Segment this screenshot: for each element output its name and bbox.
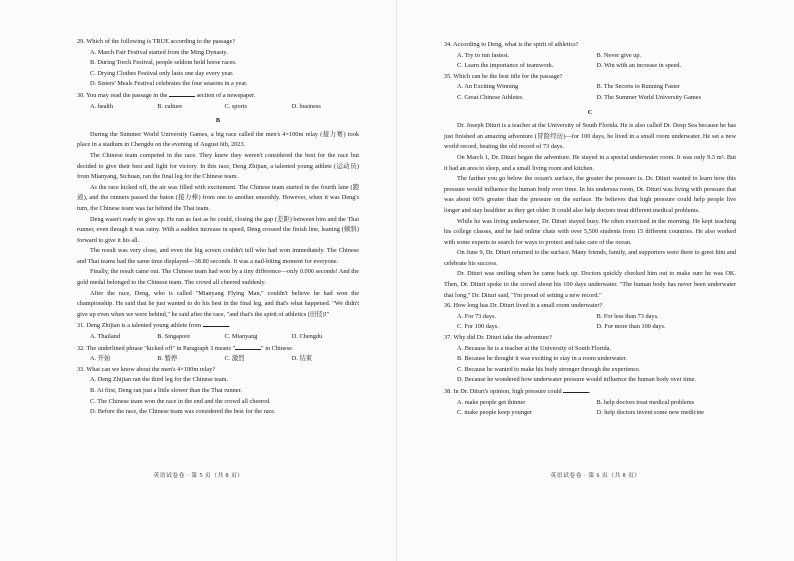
page-footer: 英语试卷卷 · 第 6 页（共 8 页）	[550, 473, 641, 479]
option[interactable]: D. The Summer World University Games	[596, 93, 702, 101]
answer-blank[interactable]	[235, 343, 261, 350]
question-38-options	[444, 398, 736, 409]
answer-blank[interactable]	[169, 90, 195, 97]
answer-blank[interactable]	[203, 320, 229, 327]
passage-b-paragraph: During the Summer World University Games, a big race called the men's 4×100m relay (接力赛) took place in a stadium in Chengdu on the evening of August 6th, 2023.	[77, 130, 359, 149]
question-37-stem: 37. Why did Dr. Dituri take the adventure?	[444, 334, 552, 342]
passage-b-paragraph: As the race kicked off, the air was filled with excitement. The Chinese team started in the fourth lane (跑道), and the runners passed the baton (接力棒) from one to another smoothly. However, when it was Deng's turn, the Chinese team was far behind the Thai team.	[77, 183, 359, 212]
right-column	[444, 40, 736, 419]
passage-c-paragraph: The farther you go below the ocean's surface, the greater the pressure is. Dr. Dituri wanted to learn how this pressure would influence the human body over time. In his undersea room, Dr. Dituri was living with pressure that was about 66% greater than the pressure on the surface. He believes that high pressure could help people live longer and stay healthier as they get older. It could also help doctors treat different medical problems.	[444, 175, 736, 214]
option[interactable]: D. 结束	[291, 355, 313, 363]
option[interactable]: B. help doctors treat medical problems	[596, 398, 695, 406]
question-36-options	[444, 312, 736, 323]
option[interactable]: B. The Secrets to Running Faster	[596, 83, 680, 91]
passage-b-paragraph: Finally, the result came out. The Chinese team had won by a tiny difference—only 0.006 seconds! And the gold medal belonged to the Chinese team. The crowd all cheered suddenly.	[77, 268, 359, 287]
question-33-stem: 33. What can we know about the men's 4×100m relay?	[77, 365, 216, 373]
question-36-options	[444, 322, 736, 333]
option[interactable]: C. Great Chinese Athletes	[457, 93, 523, 101]
question-32-options	[77, 354, 359, 365]
option[interactable]: A. make people get thinner	[457, 398, 526, 406]
option[interactable]: A. For 73 days.	[457, 312, 497, 320]
option[interactable]: D. Before the race, the Chinese team was considered the best for the race.	[90, 408, 276, 416]
option[interactable]: D. Win with an increase in speed.	[596, 62, 682, 70]
question-34-stem: 34. According to Deng, what is the spirit of athletics?	[444, 41, 579, 48]
question-29-stem: 29. Which of the following is TRUE according to the passage?	[77, 38, 236, 45]
option[interactable]: A. Deng Zhijian ran the third leg for the Chinese team.	[90, 376, 229, 384]
option[interactable]: B. At first, Deng ran just a little slower than the Thai runner.	[90, 387, 242, 394]
option[interactable]: B. Because he thought it was exciting to stay in a room underwater.	[457, 355, 627, 363]
option[interactable]: B. During Torch Festival, people seldom hold horse races.	[90, 59, 237, 67]
option[interactable]: A. Thailand	[90, 333, 120, 341]
question-37-options	[444, 344, 736, 386]
option[interactable]: D. For more than 100 days.	[596, 323, 666, 331]
question-36-stem: 36. How long has Dr. Dituri lived in a small room underwater?	[444, 302, 603, 310]
option[interactable]: D. business	[291, 102, 321, 110]
question-30-stem: 30. You may read the passage in the section of a newspaper.	[77, 91, 256, 99]
question-38-options	[444, 408, 736, 419]
answer-blank[interactable]	[563, 386, 589, 393]
option[interactable]: C. For 100 days.	[457, 323, 499, 331]
option[interactable]: A. March Fair Festival started from the Ming Dynasty.	[90, 48, 228, 56]
passage-c-paragraph: While he was living underwater, Dr. Dituri stayed busy. He often exercised in the morning. He kept teaching his college classes, and he had online chats with over 5,500 students from 15 different countries. He also worked with some experts to search for ways to protect and take care of the ocean.	[444, 217, 736, 246]
left-column	[77, 37, 359, 418]
passage-c-paragraph: On March 1, Dr. Dituri began the adventure. He stayed in a special underwater room. It was only 9.3 m². But it had an area to sleep, and a small living room and kitchen.	[444, 153, 736, 172]
option[interactable]: D. help doctors invent some new medicine	[596, 409, 705, 417]
question-31-stem: 31. Deng Zhijian is a talented young athlete from .	[77, 322, 231, 330]
option[interactable]: C. Because he wanted to make his body stronger through the experience.	[457, 365, 641, 373]
passage-b-paragraph: After the race, Deng, who is called "Mianyang Flying Man," couldn't believe he had won the championship. He said that he just wanted to do his best in the final leg, and that's what happened. "We didn't give up even when we were behind," he said after the race, "and that's the spirit of athletics (田径)!"	[77, 289, 359, 318]
option[interactable]: C. make people keep younger	[457, 409, 533, 417]
option[interactable]: A. Because he is a teacher at the University of South Florida.	[457, 344, 612, 352]
option[interactable]: C. Drying Clothes Festival only lasts one day every year.	[90, 69, 234, 77]
question-38-stem: 38. In Dr. Dituri's opinion, high pressure could .	[444, 388, 591, 395]
option[interactable]: B. culture	[157, 102, 183, 110]
question-34-options	[444, 61, 736, 72]
question-30-options	[77, 102, 359, 113]
option[interactable]: D. Sisters' Meals Festival celebrates the four seasons in a year.	[90, 80, 248, 88]
option[interactable]: C. Learn the importance of teamwork.	[457, 62, 554, 70]
question-29-options	[77, 48, 359, 90]
option[interactable]: B. Never give up.	[596, 51, 642, 59]
question-31-options	[77, 332, 359, 343]
option[interactable]: A. An Exciting Winning	[457, 83, 519, 91]
option[interactable]: C. sports	[224, 102, 247, 110]
option[interactable]: B. Singapore	[157, 333, 191, 341]
question-32-stem: 32. The underlined phrase "kicked off" in Paragraph 3 means " " in Chinese.	[77, 344, 294, 352]
option[interactable]: C. 激烈	[224, 355, 245, 363]
passage-c-paragraph: Dr. Dituri was smiling when he came back up. Doctors quickly checked him out to make sure he was OK. Then, Dr. Dituri spoke to the crowd about his 100 days underwater. "The human body has never been underwater that long," Dr. Dituri said, "I'm proud of setting a new record."	[444, 270, 736, 299]
question-35-options	[444, 82, 736, 93]
question-35-options	[444, 93, 736, 104]
passage-b-paragraph: The result was very close, and even the big screen couldn't tell who had won immediately. The Chinese and Thai teams had the same time displayed—38.80 seconds. It was a nail-biting moment for everyone.	[77, 247, 359, 265]
option[interactable]: A. Try to run fastest.	[457, 51, 510, 59]
option[interactable]: C. Mianyang	[224, 333, 258, 341]
question-35-stem: 35. Which can be the best title for the passage?	[444, 72, 563, 80]
option[interactable]: B. For less than 73 days.	[596, 312, 659, 320]
option[interactable]: D. Because he wondered how underwater pressure would influence the human body over time.	[457, 376, 697, 384]
passage-b-paragraph: The Chinese team competed in the race. They knew they weren't considered the best for the race but decided to give their best and fight for victory. In this race, Deng Zhijian, a talented young athlete (运动员) from Mianyang, Sichuan, ran the final leg for the Chinese team.	[77, 151, 359, 181]
section-b-title: B	[215, 117, 221, 125]
option[interactable]: D. Chengdu	[291, 333, 323, 341]
option[interactable]: A. health	[90, 102, 114, 110]
option[interactable]: B. 暂停	[157, 355, 178, 363]
page-footer: 英语试卷卷 · 第 5 页（共 8 页）	[153, 473, 244, 479]
question-34-options	[444, 51, 736, 62]
right-page	[397, 0, 794, 561]
option[interactable]: A. 开始	[90, 355, 111, 363]
passage-c-paragraph: Dr. Joseph Dituri is a teacher at the University of South Florida. He is also called Dr. Deep Sea because he has just finished an amazing adventure (冒险经历)—for 100 days, he lived in a small room underwater. He set a new world record, beating the old record of 73 days.	[444, 122, 736, 151]
passage-c-paragraph: On June 9, Dr. Dituri returned to the surface. Many friends, family, and supporters were there to greet him and celebrate his success.	[444, 249, 736, 267]
section-c-title: C	[587, 108, 593, 116]
question-33-options	[77, 375, 359, 417]
passage-b-paragraph: Deng wasn't ready to give up. He ran as fast as he could, closing the gap (差距) between him and the Thai runner, even though it was rainy. With a sudden increase in speed, Deng crossed the finish line, leaning (倾斜) forward to give it his all.	[77, 215, 359, 244]
option[interactable]: C. The Chinese team won the race in the end and the crowd all cheered.	[90, 397, 271, 405]
